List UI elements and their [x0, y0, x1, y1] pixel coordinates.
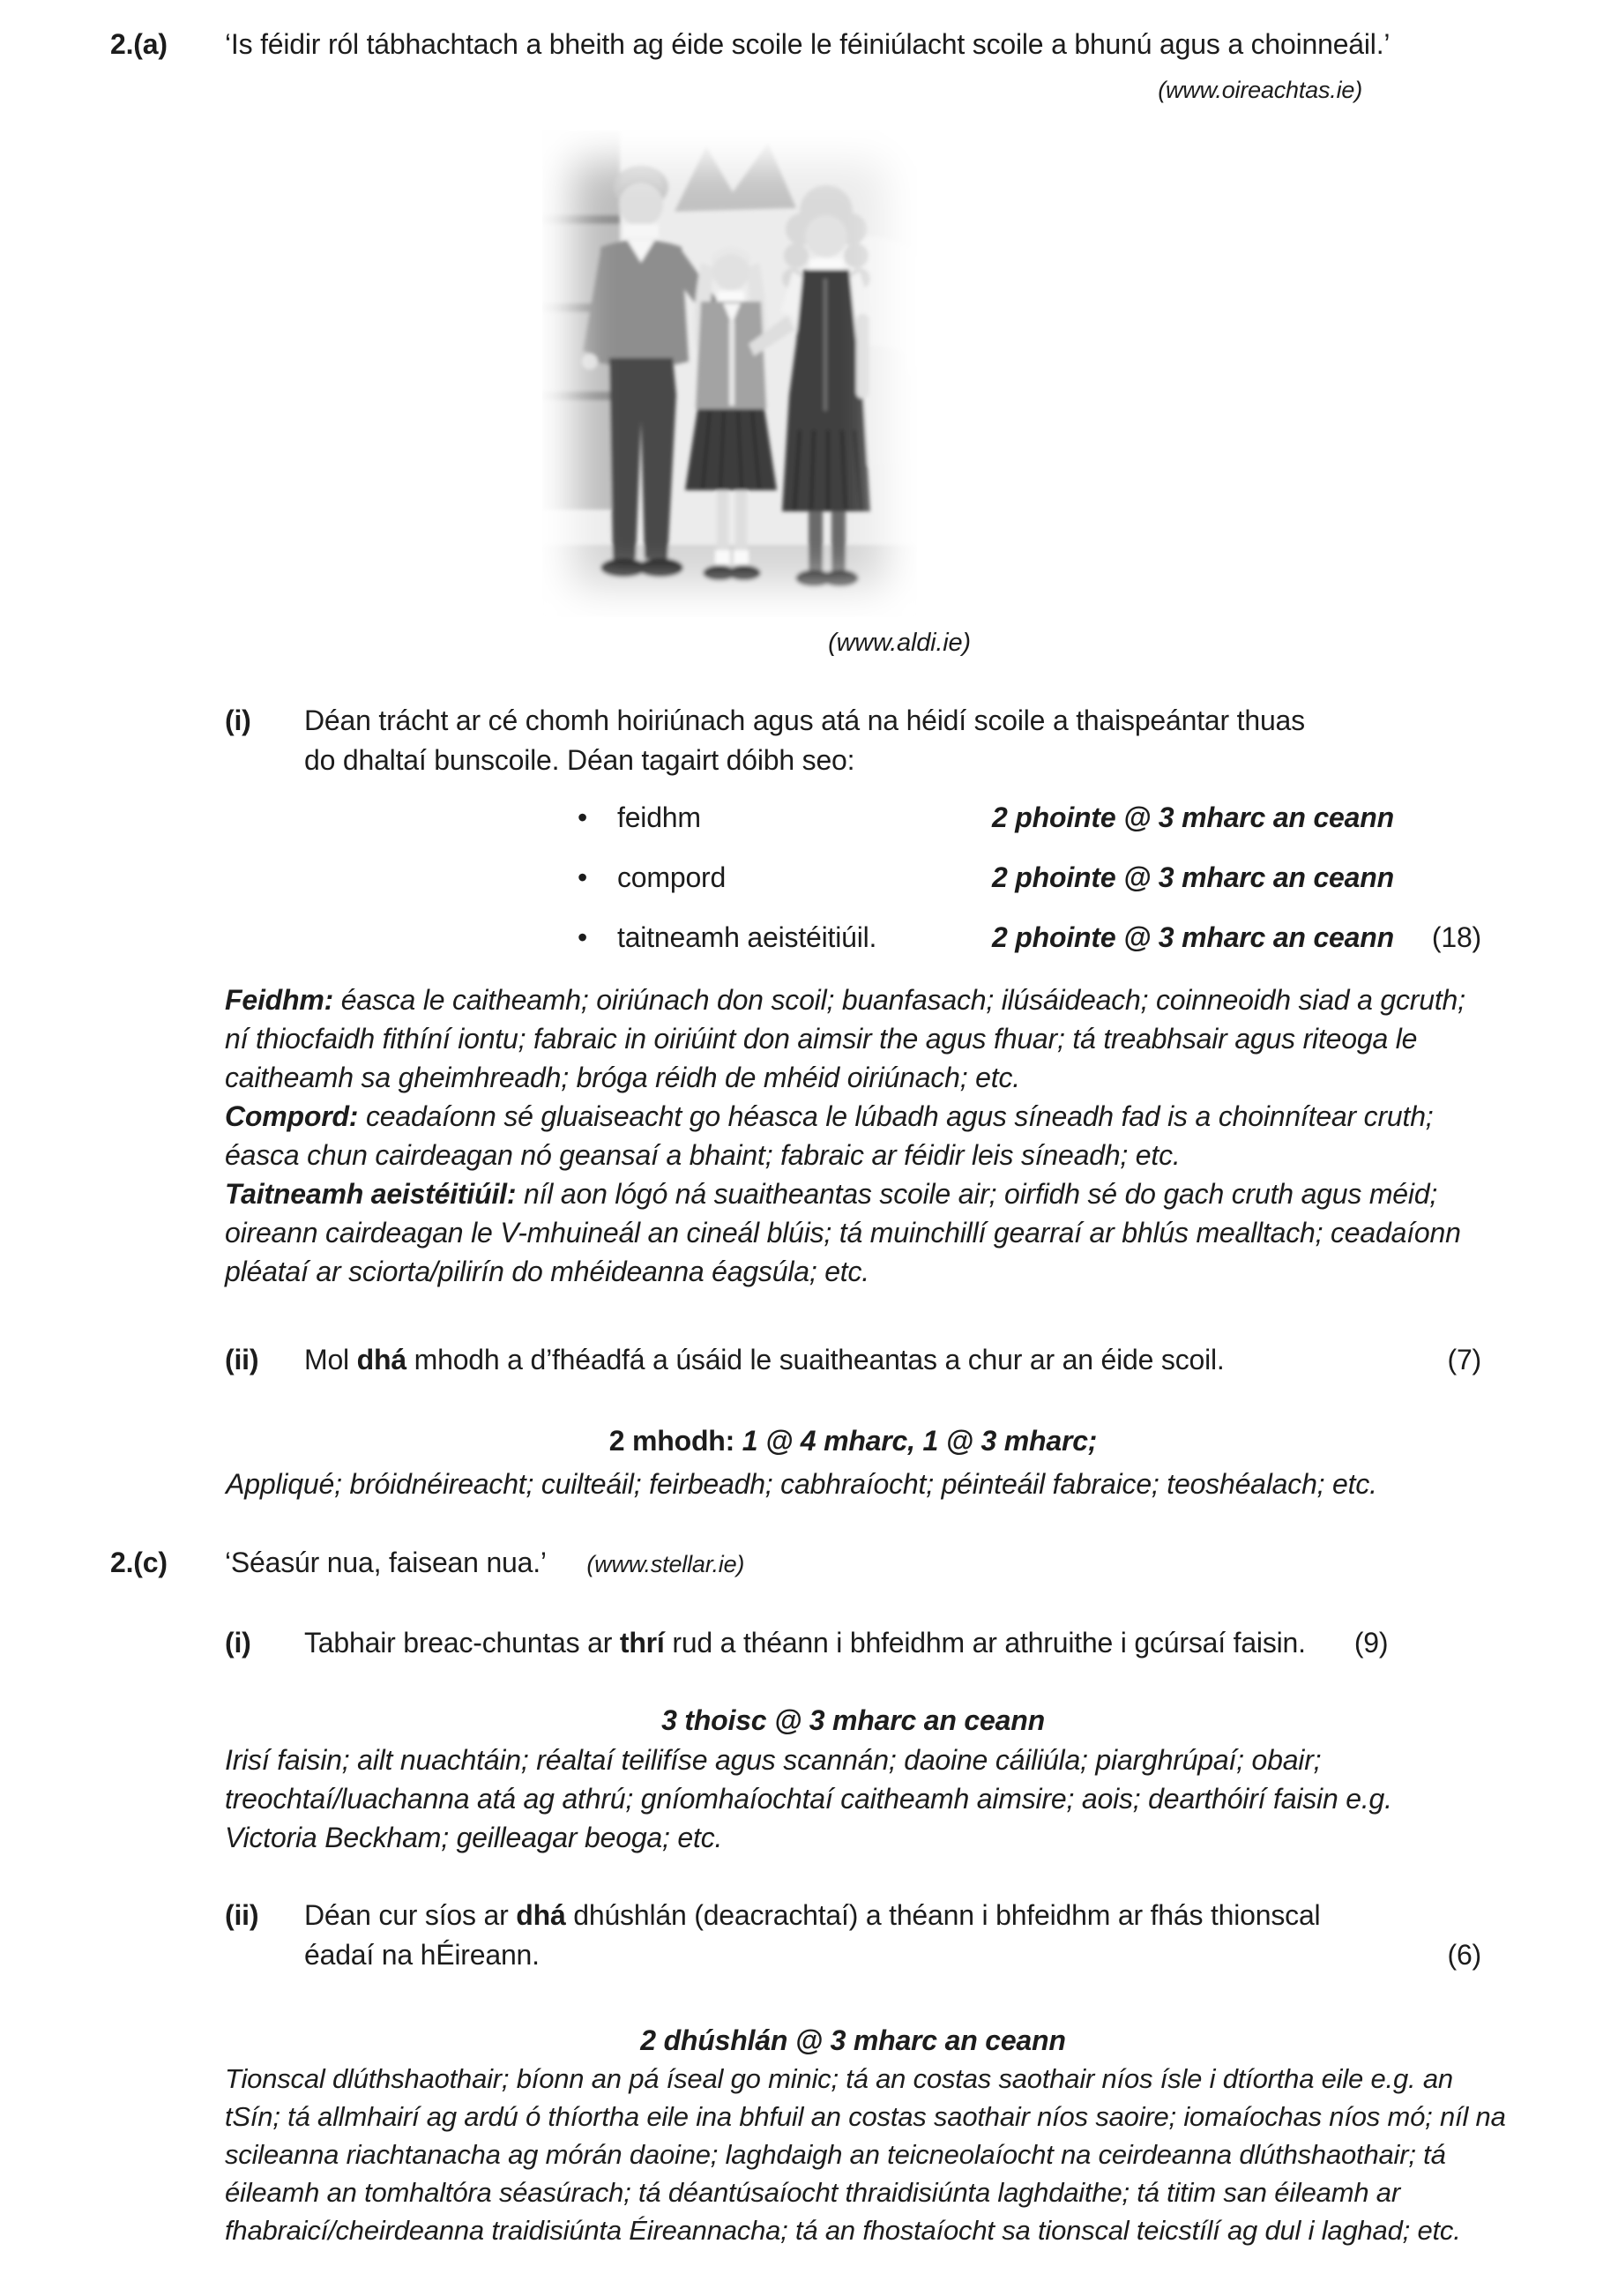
question-2a-i-label: (i) [225, 704, 251, 736]
criteria-row-compord [578, 858, 1481, 898]
question-2c-ii-label: (ii) [225, 1899, 259, 1931]
question-2c-ii-post: dhúshlán (deacrachtaí) a théann i bhfeidhm ar fhás thionscal [565, 1899, 1321, 1931]
scheme-2c-ii-answers: Tionscal dlúthshaothair; bíonn an pá íseal go minic; tá an costas saothair níos ísle i dtíortha eile e.g. an tSín; tá allmhairí ag ardú ó thíortha eile ina bhfuil an costas saothair níos saoire; iomaíochas níos mó; níl na scileanna riachtanacha ag mórán daoine; laghdaigh an teicneolaíocht na ceirdeanna dlúthshaothair; tá éileamh an tomhaltóra séasúrach; tá déantúsaíocht thraidisiúnta laghdaithe; tá titim san éileamh ar fhabraicí/cheirdeanna traidisiúnta Éireannacha; tá an fhostaíocht sa tionscal teicstílí ag dul i laghad; etc. [225, 2063, 1506, 2246]
scheme-lead: Taitneamh aeistéitiúil: [225, 1178, 517, 1210]
section-2c-number: 2.(c) [110, 1547, 168, 1578]
scheme-text: níl aon lógó ná suaitheantas scoile air; oirfidh sé do gach cruth agus méid; oireann cairdeagan le V-mhuineál an cineál blúis; tá muinchillí gearraí ar bhlús mealltach; ceadaíonn pléataí ar sciorta/pilirín do mhéideanna éagsúla; etc. [225, 1178, 1461, 1287]
question-2c-ii-marks: (6) [1447, 1939, 1481, 1971]
scheme-heading-italic: 1 @ 4 mharc, 1 @ 3 mharc; [742, 1425, 1098, 1457]
scheme-lead: Feidhm: [225, 984, 334, 1016]
question-2c-ii [225, 1896, 1481, 1975]
criteria-label: feidhm [617, 801, 701, 833]
criteria-row-taitneamh [578, 918, 1481, 958]
question-2c-ii-line1 [225, 1896, 1481, 1935]
question-2a-ii-label: (ii) [225, 1344, 259, 1375]
question-2c-ii-text2: éadaí na hÉireann. [304, 1939, 540, 1971]
criteria-marks: 2 phointe @ 3 mharc an ceann [992, 861, 1394, 893]
question-2a-ii [225, 1340, 1481, 1380]
section-2a-quote: ‘Is féidir ról tábhachtach a bheith ag éide scoile le féiniúlacht scoile a bhunú agus a choinneáil.’ [225, 28, 1391, 60]
scheme-lead: Compord: [225, 1100, 359, 1132]
question-2a-i-line2 [225, 741, 1481, 780]
scheme-2c-ii-heading: 2 dhúshlán @ 3 mharc an ceann [640, 2024, 1066, 2056]
bullet-icon: • [578, 861, 588, 893]
criteria-marks: 2 phointe @ 3 mharc an ceann [992, 921, 1394, 953]
question-2a-i [225, 701, 1481, 780]
question-2a-ii-marks: (7) [1447, 1344, 1481, 1375]
section-2c-quote: ‘Séasúr nua, faisean nua.’ [225, 1547, 546, 1578]
school-children-illustration [542, 130, 917, 617]
section-2a-source: (www.oireachtas.ie) [1158, 77, 1362, 103]
criteria-total: (18) [1431, 921, 1481, 953]
scheme-2a-i [225, 980, 1481, 1291]
section-2a-number: 2.(a) [110, 28, 168, 60]
question-2c-i-post: rud a théann i bhfeidhm ar athruithe i gcúrsaí faisin. [664, 1627, 1306, 1659]
criteria-label: compord [617, 861, 727, 893]
criteria-list [578, 798, 1481, 978]
question-2a-ii-post: mhodh a d’fhéadfá a úsáid le suaitheantas a chur ar an éide scoil. [406, 1344, 1225, 1375]
question-2a-i-text1: Déan trácht ar cé chomh hoiriúnach agus atá na héidí scoile a thaispeántar thuas [304, 704, 1305, 736]
question-2a-i-text2: do dhaltaí bunscoile. Déan tagairt dóibh seo: [304, 744, 855, 776]
question-2c-i [225, 1623, 1481, 1663]
criteria-label: taitneamh aeistéitiúil. [617, 921, 877, 953]
question-2c-i-marks: (9) [1353, 1627, 1389, 1659]
criteria-marks: 2 phointe @ 3 mharc an ceann [992, 801, 1394, 833]
scheme-2a-ii-answers: Appliqué; bróidnéireacht; cuilteáil; feirbeadh; cabhraíocht; péinteáil fabraice; teoshéalach; etc. [226, 1468, 1377, 1500]
scheme-paragraph-taitneamh [225, 1174, 1481, 1291]
criteria-total [1398, 798, 1481, 838]
criteria-total [1398, 858, 1481, 898]
bullet-icon: • [578, 921, 588, 953]
scheme-paragraph-compord [225, 1097, 1481, 1174]
question-2c-i-bold: thrí [619, 1627, 665, 1659]
question-2a-ii-bold: dhá [356, 1344, 406, 1375]
question-2c-i-label: (i) [225, 1627, 251, 1659]
question-2a-ii-pre: Mol [304, 1344, 357, 1375]
scheme-2c-i-heading: 3 thoisc @ 3 mharc an ceann [661, 1704, 1045, 1736]
section-2c-source: (www.stellar.ie) [586, 1551, 745, 1577]
scheme-2c-i-answers: Irisí faisin; ailt nuachtáin; réaltaí teilifíse agus scannán; daoine cáiliúla; piarghrúpaí; obair; treochtaí/luachanna atá ag athrú; gníomhaíochtaí caitheamh aimsire; aois; dearthóirí faisin e.g. Victoria Beckham; geilleagar beoga; etc. [225, 1744, 1392, 1853]
scheme-heading-bold: 2 mhodh: [608, 1425, 742, 1457]
criteria-row-feidhm [578, 798, 1481, 838]
question-2c-i-pre: Tabhair breac-chuntas ar [304, 1627, 620, 1659]
question-2a-i-line1 [225, 701, 1481, 741]
scheme-paragraph-feidhm [225, 980, 1481, 1097]
bullet-icon: • [578, 801, 588, 833]
photo-caption: (www.aldi.ie) [828, 629, 971, 657]
question-2c-ii-pre: Déan cur síos ar [304, 1899, 517, 1931]
school-children-photo [542, 130, 917, 617]
section-2c-quote-row [225, 1543, 744, 1583]
scheme-2a-ii-heading [225, 1421, 1481, 1461]
scheme-text: éasca le caitheamh; oiriúnach don scoil; buanfasach; ilúsáideach; coinneoidh siad a gcruth; ní thiocfaidh fithíní iontu; fabraic in oiriúint don aimsir the agus fhuar; tá treabhsair agus riteoga le caitheamh sa gheimhreadh; bróga réidh de mhéid oiriúnach; etc. [225, 984, 1465, 1093]
question-2c-ii-line2 [225, 1935, 1481, 1975]
question-2c-ii-bold: dhá [516, 1899, 566, 1931]
scheme-text: ceadaíonn sé gluaiseacht go héasca le lúbadh agus síneadh fad is a choinnítear cruth; éasca chun cairdeagan nó geansaí a bhaint; fabraic ar féidir leis síneadh; etc. [225, 1100, 1434, 1171]
